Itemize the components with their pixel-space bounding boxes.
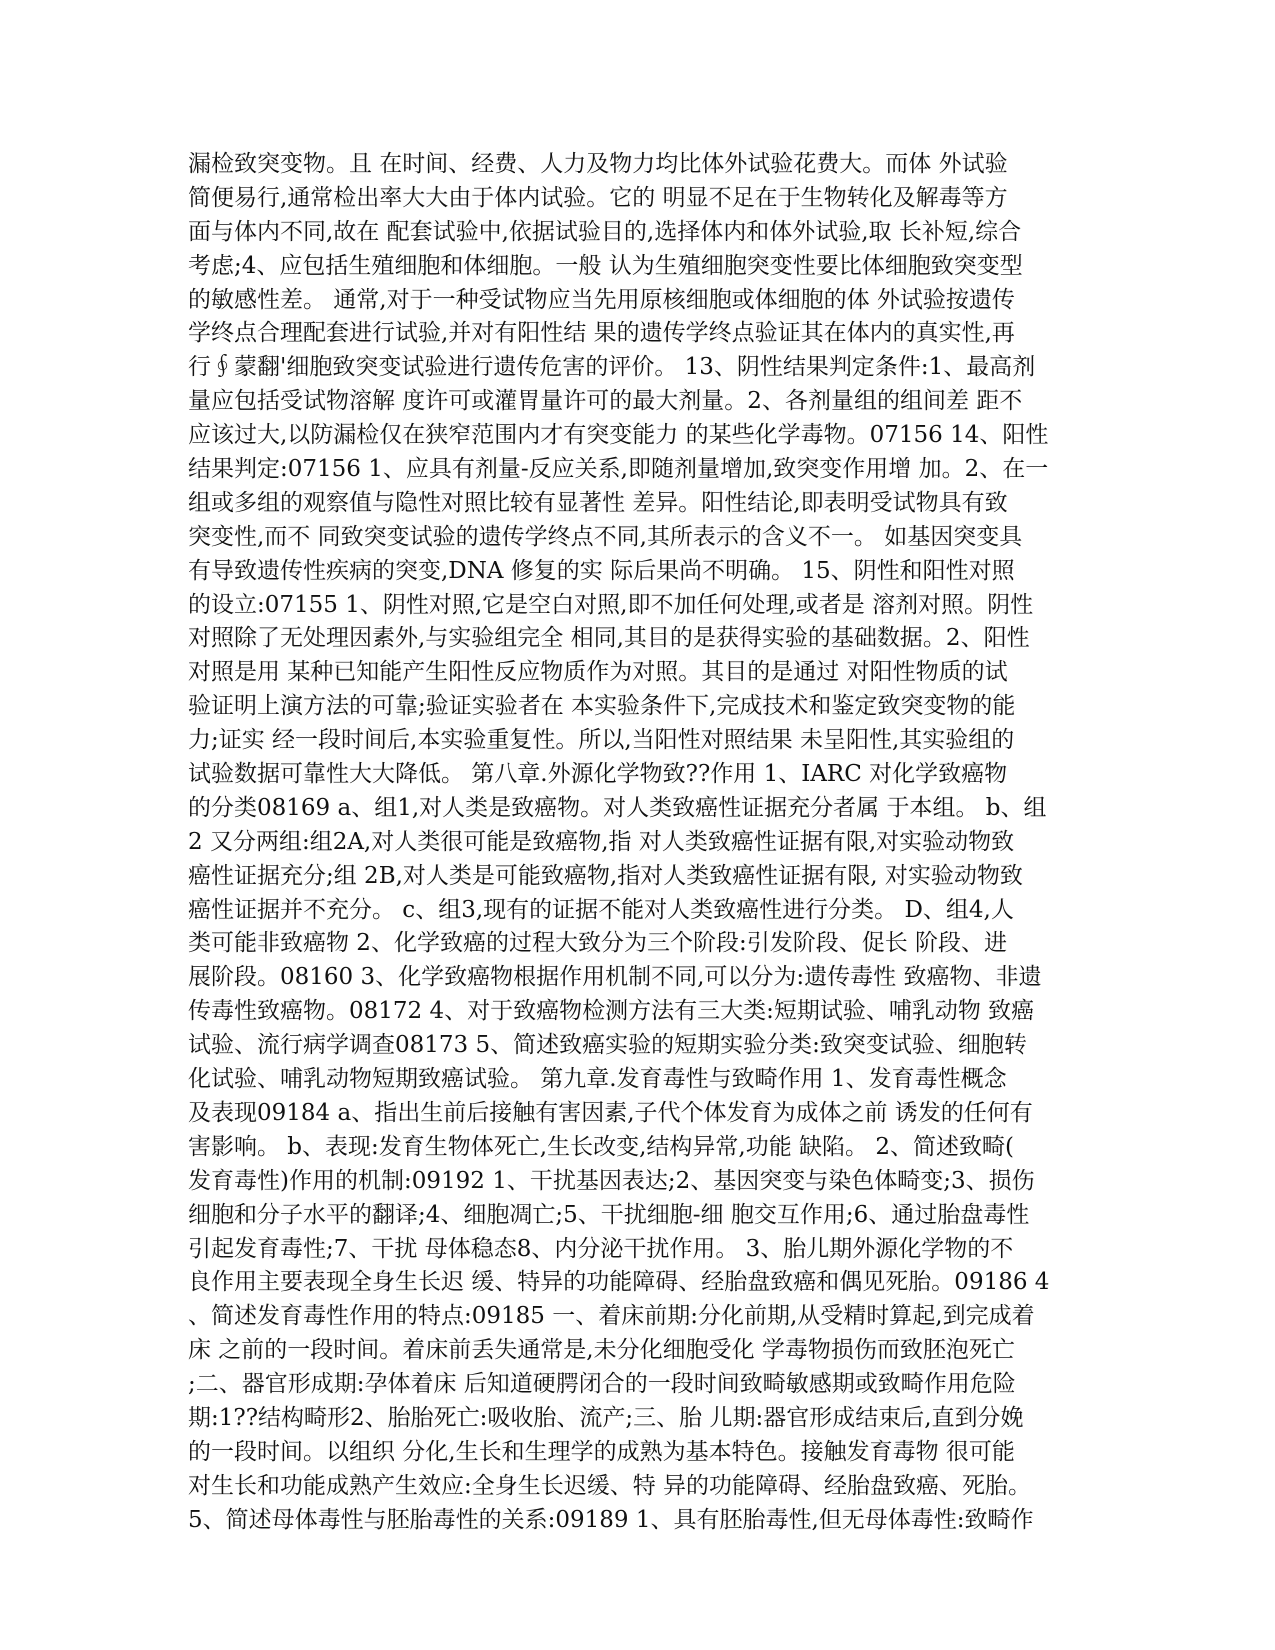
text-line: 类可能非致癌物 2、化学致癌的过程大致分为三个阶段:引发阶段、促长 阶段、进 xyxy=(188,930,1008,957)
text-line: 传毒性致癌物。08172 4、对于致癌物检测方法有三大类:短期试验、哺乳动物 致癌 xyxy=(188,998,1035,1025)
text-line: 化试验、哺乳动物短期致癌试验。 第九章.发育毒性与致畸作用 1、发育毒性概念 xyxy=(188,1066,1007,1093)
text-line: 结果判定:07156 1、应具有剂量-反应关系,即随剂量增加,致突变作用增 加。2、在一 xyxy=(188,456,1049,483)
text-line: 突变性,而不 同致突变试验的遗传学终点不同,其所表示的含义不一。 如基因突变具 xyxy=(188,523,1023,550)
text-line: 期:1??结构畸形2、胎胎死亡:吸收胎、流产;三、胎 儿期:器官形成结束后,直到分娩 xyxy=(188,1404,1024,1431)
text-line: 验证明上演方法的可靠;验证实验者在 本实验条件下,完成技术和鉴定致突变物的能 xyxy=(188,693,1016,720)
text-line: 应该过大,以防漏检仅在狭窄范围内才有突变能力 的某些化学毒物。07156 14、阳性 xyxy=(188,422,1049,449)
text-line: 漏检致突变物。且 在时间、经费、人力及物力均比体外试验花费大。而体 外试验 xyxy=(188,151,1008,177)
text-line: 对照除了无处理因素外,与实验组完全 相同,其目的是获得实验的基础数据。2、阳性 xyxy=(188,625,1030,652)
text-line: 行∮蒙翻'细胞致突变试验进行遗传危害的评价。 13、阴性结果判定条件:1、最高剂 xyxy=(188,354,1036,381)
text-line: 及表现09184 a、指出生前后接触有害因素,子代个体发育为成体之前 诱发的任何有 xyxy=(188,1099,1033,1126)
text-line: 有导致遗传性疾病的突变,DNA 修复的实 际后果尚不明确。 15、阴性和阳性对照 xyxy=(188,557,1015,584)
text-line: 的一段时间。以组织 分化,生长和生理学的成熟为基本特色。接触发育毒物 很可能 xyxy=(188,1438,1015,1465)
text-line: 简便易行,通常检出率大大由于体内试验。它的 明显不足在于生物转化及解毒等方 xyxy=(188,184,1008,211)
text-line: 癌性证据并不充分。 c、组3,现有的证据不能对人类致癌性进行分类。 D、组4,人 xyxy=(188,896,1014,923)
text-line: 害影响。 b、表现:发育生物体死亡,生长改变,结构异常,功能 缺陷。 2、简述致畸( xyxy=(188,1133,1014,1160)
text-line: 5、简述母体毒性与胚胎毒性的关系:09189 1、具有胚胎毒性,但无母体毒性:致畸作 xyxy=(188,1506,1034,1533)
text-line: 的设立:07155 1、阴性对照,它是空白对照,即不加任何处理,或者是 溶剂对照。阴性 xyxy=(188,591,1034,618)
text-line: 试验、流行病学调查08173 5、简述致癌实验的短期实验分类:致突变试验、细胞转 xyxy=(188,1032,1027,1059)
text-line: 的分类08169 a、组1,对人类是致癌物。对人类致癌性证据充分者属 于本组。 b、组 xyxy=(188,794,1047,821)
text-line: 细胞和分子水平的翻译;4、细胞凋亡;5、干扰细胞-细 胞交互作用;6、通过胎盘毒性 xyxy=(188,1201,1030,1228)
text-line: 发育毒性)作用的机制:09192 1、干扰基因表达;2、基因突变与染色体畸变;3、损伤 xyxy=(188,1167,1035,1194)
text-line: 、简述发育毒性作用的特点:09185 一、着床前期:分化前期,从受精时算起,到完成着 xyxy=(188,1303,1035,1330)
text-line: 引起发育毒性;7、干扰 母体稳态8、内分泌干扰作用。 3、胎儿期外源化学物的不 xyxy=(188,1235,1014,1262)
text-line: 癌性证据充分;组 2B,对人类是可能致癌物,指对人类致癌性证据有限, 对实验动物致 xyxy=(188,862,1023,889)
text-line: 良作用主要表现全身生长迟 缓、特异的功能障碍、经胎盘致癌和偶见死胎。09186 4 xyxy=(188,1269,1050,1296)
text-line: 面与体内不同,故在 配套试验中,依据试验目的,选择体内和体外试验,取 长补短,综合 xyxy=(188,218,1022,245)
text-line: 对照是用 某种已知能产生阳性反应物质作为对照。其目的是通过 对阳性物质的试 xyxy=(188,659,1008,686)
text-line: 学终点合理配套进行试验,并对有阳性结 果的遗传学终点验证其在体内的真实性,再 xyxy=(188,320,1015,347)
text-line: 的敏感性差。 通常,对于一种受试物应当先用原核细胞或体细胞的体 外试验按遗传 xyxy=(188,286,1015,313)
text-line: 组或多组的观察值与隐性对照比较有显著性 差异。阳性结论,即表明受试物具有致 xyxy=(188,489,1008,516)
text-line: 量应包括受试物溶解 度许可或灌胃量许可的最大剂量。2、各剂量组的组间差 距不 xyxy=(188,388,1023,415)
text-line: 力;证实 经一段时间后,本实验重复性。所以,当阳性对照结果 未呈阳性,其实验组的 xyxy=(188,727,1015,754)
text-line: 考虑;4、应包括生殖细胞和体细胞。一般 认为生殖细胞突变性要比体细胞致突变型 xyxy=(188,252,1023,279)
text-line: ;二、器官形成期:孕体着床 后知道硬腭闭合的一段时间致畸敏感期或致畸作用危险 xyxy=(188,1371,1016,1398)
text-line: 床 之前的一段时间。着床前丢失通常是,未分化细胞受化 学毒物损伤而致胚泡死亡 xyxy=(188,1337,1015,1364)
text-line: 对生长和功能成熟产生效应:全身生长迟缓、特 异的功能障碍、经胎盘致癌、死胎。 xyxy=(188,1472,1032,1499)
text-line: 试验数据可靠性大大降低。 第八章.外源化学物致??作用 1、IARC 对化学致癌物 xyxy=(188,761,1008,788)
text-line: 展阶段。08160 3、化学致癌物根据作用机制不同,可以分为:遗传毒性 致癌物、非遗 xyxy=(188,964,1042,991)
document-page xyxy=(188,148,1078,1538)
text-line: 2 又分两组:组2A,对人类很可能是致癌物,指 对人类致癌性证据有限,对实验动物致 xyxy=(188,828,1015,855)
